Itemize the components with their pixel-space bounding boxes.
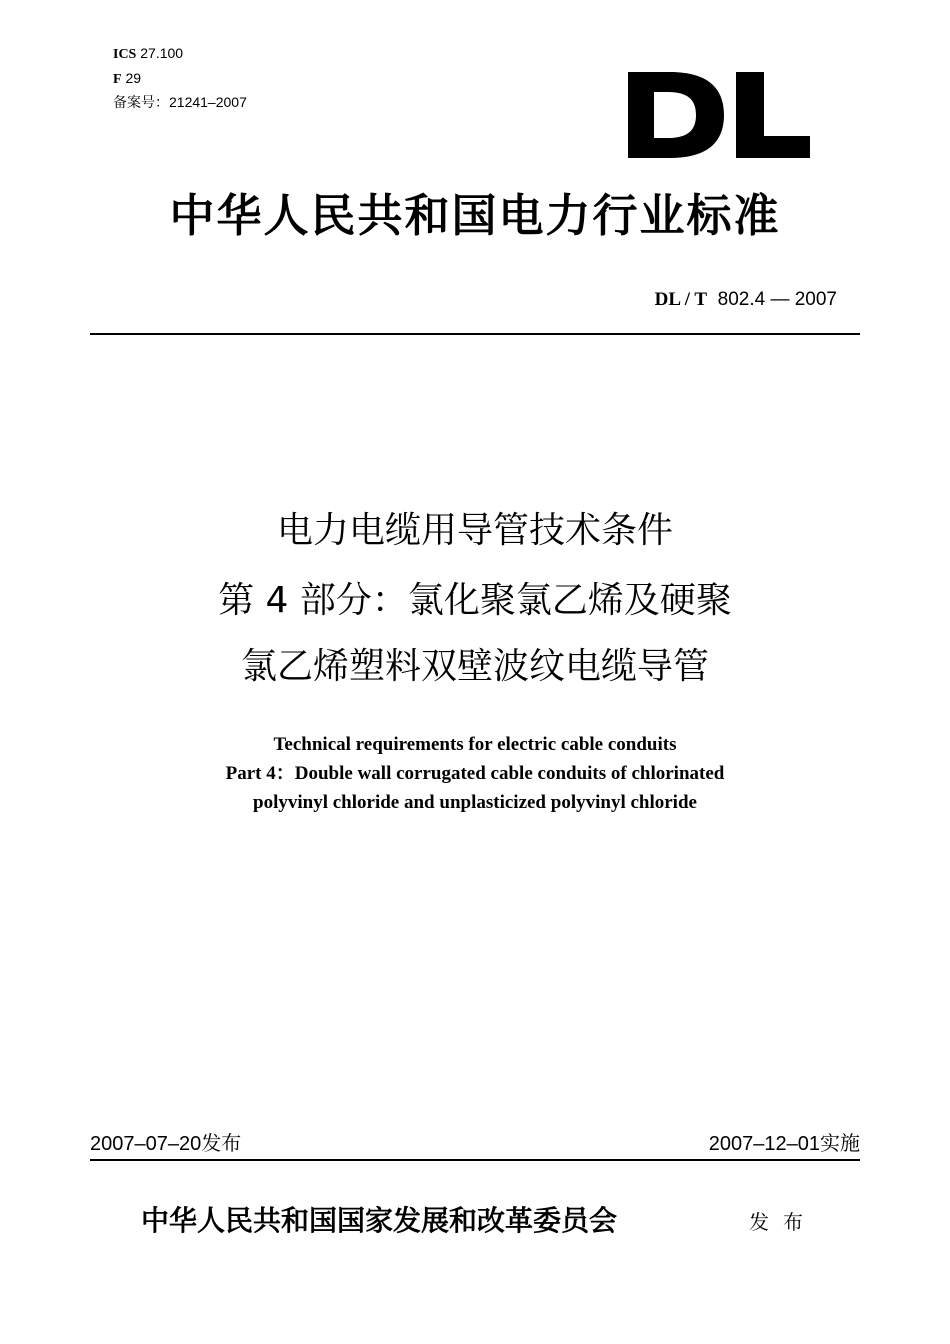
ics-code: ICS 27.100 [113, 45, 184, 62]
standard-number: DL / T 802.4 — 2007 [654, 289, 837, 310]
english-title-line-2: Part 4：Double wall corrugated cable conduits of chlorinated [225, 763, 725, 784]
english-title-line-1: Technical requirements for electric cable conduits [273, 734, 677, 755]
classification-code: F 29 [113, 70, 142, 87]
chinese-title-line-3: 氯乙烯塑料双壁波纹电缆导管 [240, 646, 709, 687]
dl-logo [628, 72, 810, 158]
record-number: 备案号：21241–2007 [113, 94, 247, 110]
publish-date: 2007–07–20发布 [90, 1133, 242, 1155]
top-divider [90, 333, 860, 335]
bottom-divider [90, 1159, 860, 1161]
chinese-title-line-1: 电力电缆用导管技术条件 [276, 510, 673, 551]
implement-date: 2007–12–01实施 [708, 1133, 860, 1155]
chinese-title-line-2: 第 4 部分：氯化聚氯乙烯及硬聚 [218, 580, 732, 621]
main-title: 中华人民共和国电力行业标准 [169, 189, 781, 242]
english-title-line-3: polyvinyl chloride and unplasticized polyvinyl chloride [253, 792, 697, 813]
issue-label: 发布 [749, 1210, 817, 1234]
issuing-authority: 中华人民共和国国家发展和改革委员会 [141, 1204, 618, 1237]
